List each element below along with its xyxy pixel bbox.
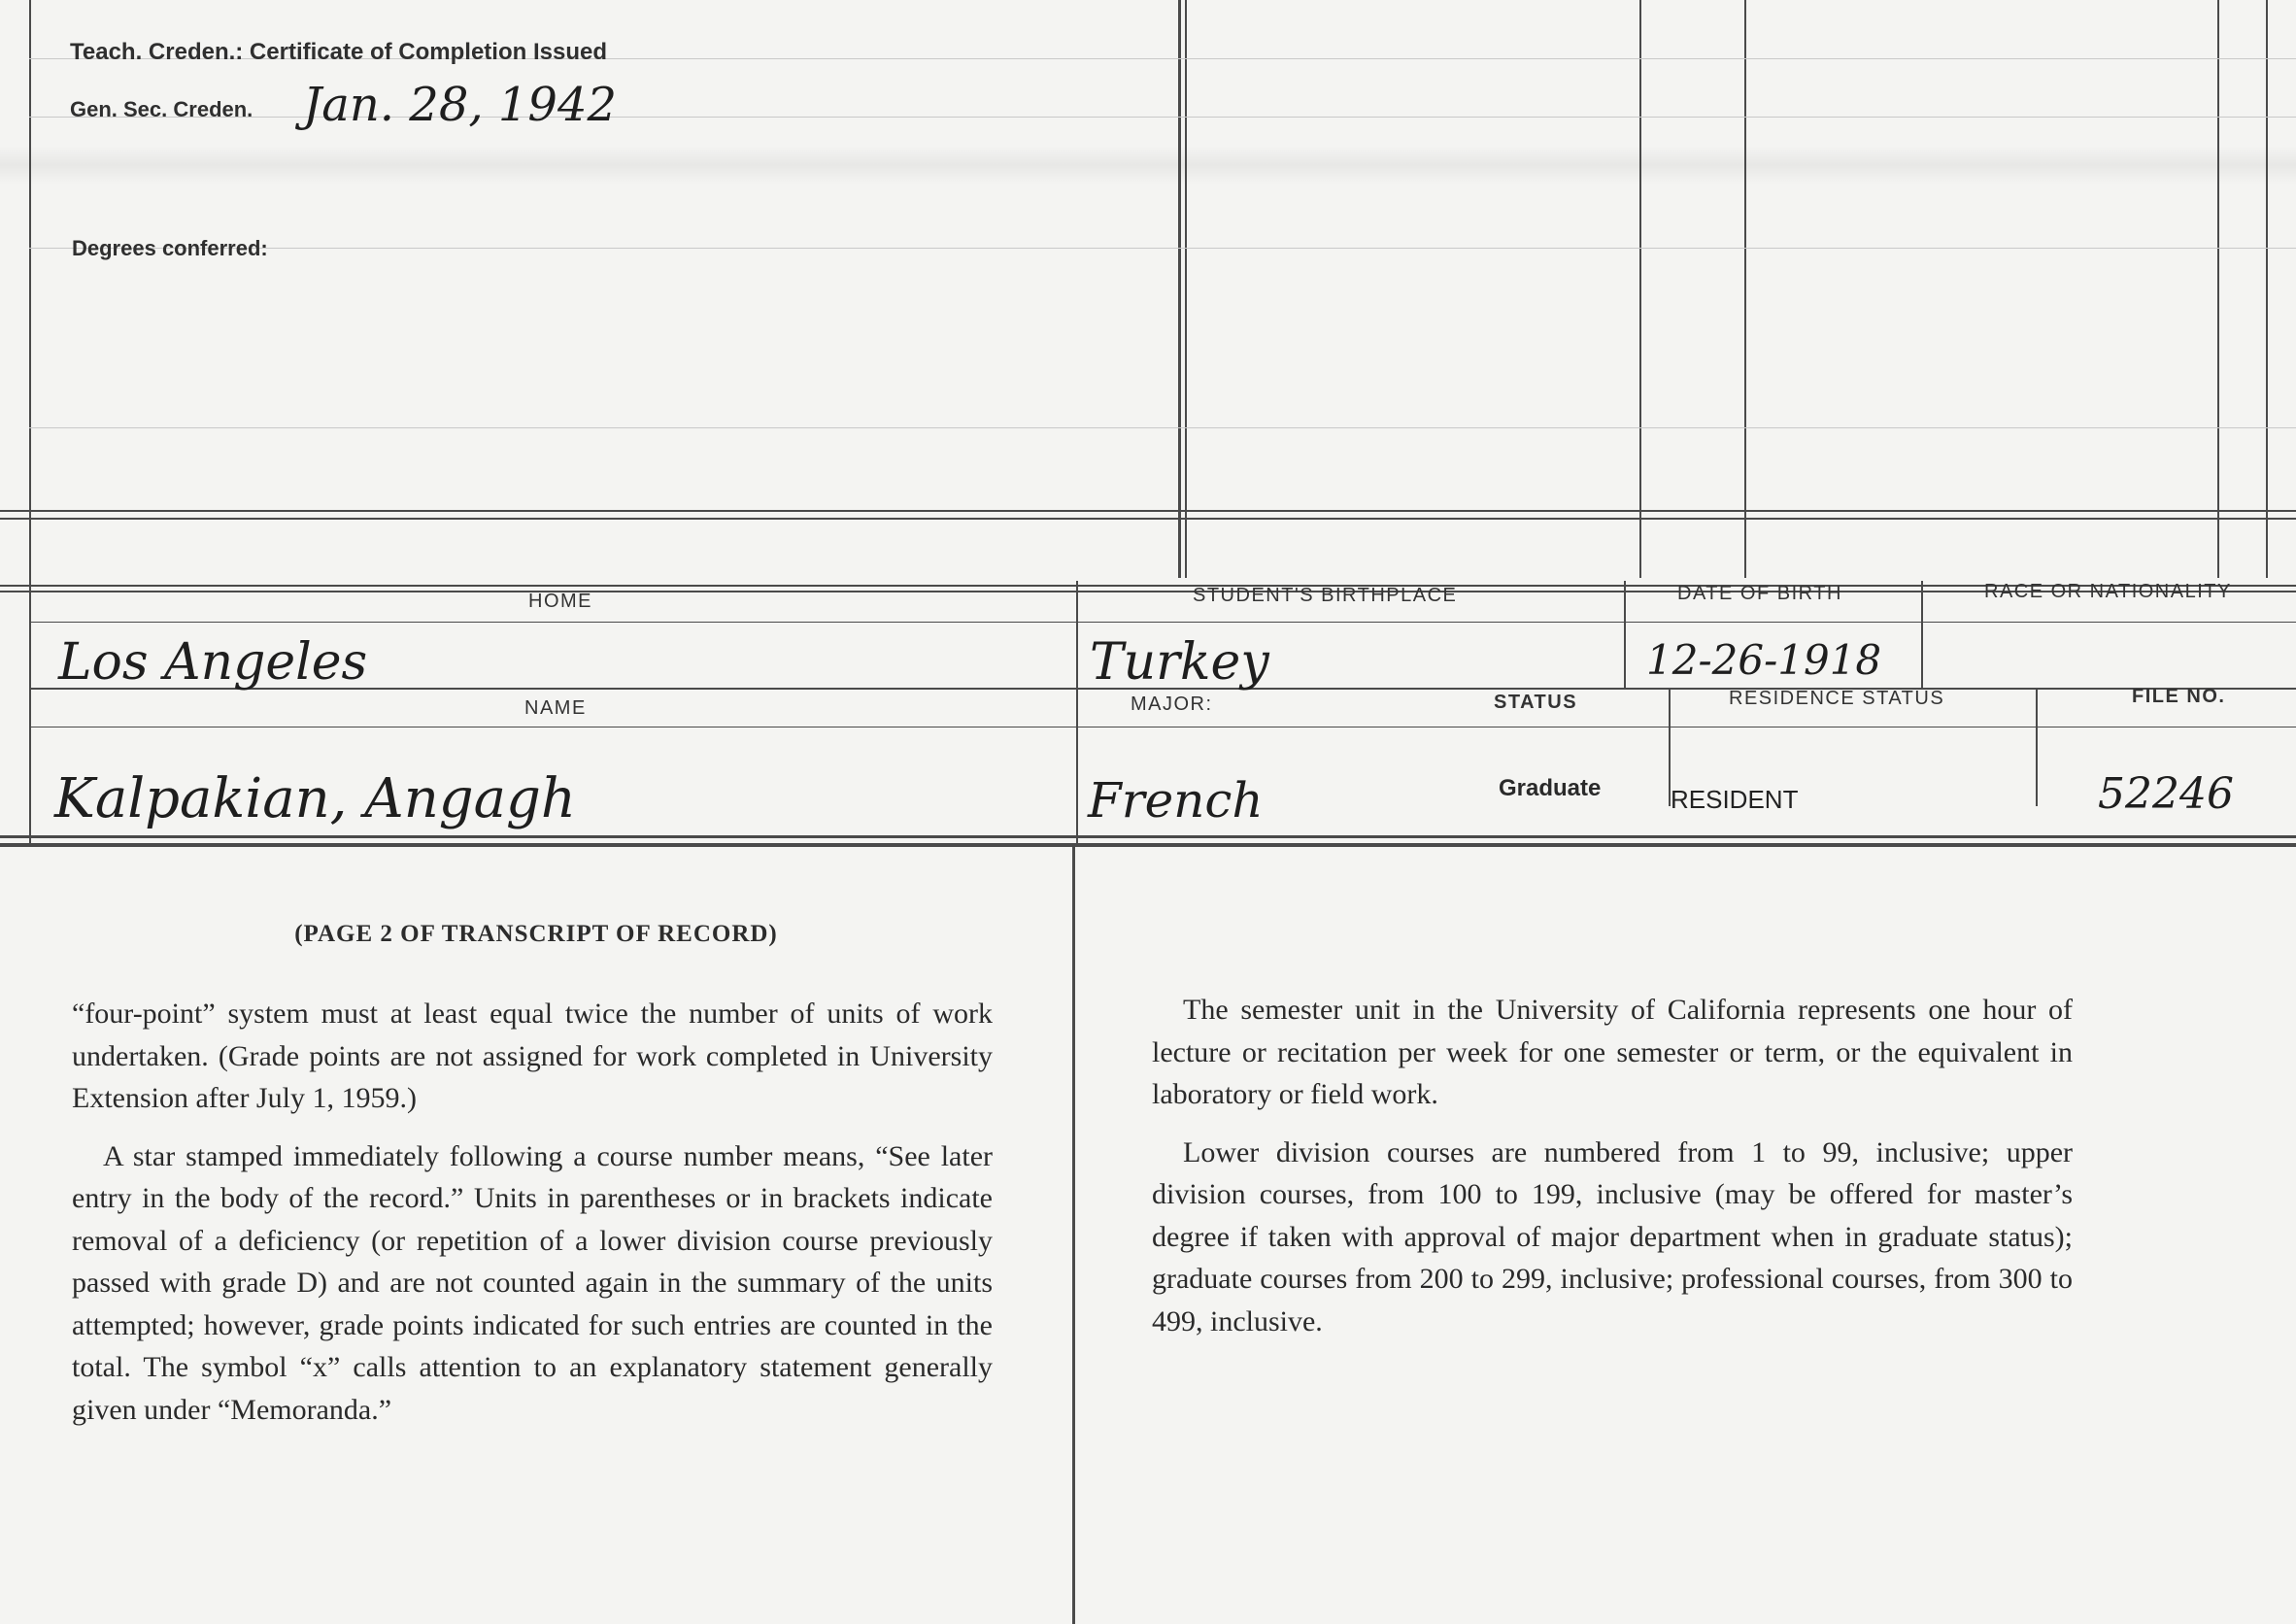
status-value: Graduate bbox=[1499, 775, 1602, 801]
teach-credential-label: Teach. Creden.: Certificate of Completion Issued bbox=[70, 39, 607, 65]
file-no-label: FILE NO. bbox=[2132, 686, 2226, 707]
residence-status-label: RESIDENCE STATUS bbox=[1729, 688, 1945, 709]
notes-paragraph: “four-point” system must at least equal twice the number of units of work undertaken. (Grade points are not assigned for work completed in University Extension after July 1, 1959.) bbox=[72, 998, 993, 1114]
birthplace-value: Turkey bbox=[1090, 633, 1269, 692]
residence-status-value: RESIDENT bbox=[1671, 785, 1799, 814]
column-divider bbox=[1072, 847, 1075, 1624]
dob-label: DATE OF BIRTH bbox=[1677, 583, 1842, 604]
major-label: MAJOR: bbox=[1131, 694, 1213, 715]
home-value: Los Angeles bbox=[58, 633, 368, 692]
left-notes-column bbox=[72, 993, 993, 1431]
right-notes-column bbox=[1152, 989, 2073, 1342]
name-value: Kalpakian, Angagh bbox=[54, 767, 576, 830]
home-label: HOME bbox=[528, 591, 592, 612]
major-value: French bbox=[1088, 772, 1264, 829]
gen-sec-credential-label: Gen. Sec. Creden. bbox=[70, 97, 253, 121]
file-no-value: 52246 bbox=[2098, 769, 2234, 819]
notes-paragraph: Lower division courses are numbered from 1 to 99, inclusive; upper division courses, from 100 to 199, inclusive (may be offered for master’s degree if taken with approval of major department when in graduate status); graduate courses from 200 to 299, inclusive; professional courses, from 300 to 499, inclusive. bbox=[1152, 1135, 2073, 1337]
notes-paragraph: The semester unit in the University of California represents one hour of lecture or recitation per week for one semester or term, or the equivalent in laboratory or field work. bbox=[1152, 994, 2073, 1110]
gen-sec-credential-date: Jan. 28, 1942 bbox=[303, 78, 618, 132]
race-nationality-label: RACE OR NATIONALITY bbox=[1984, 581, 2232, 602]
birthplace-label: STUDENT'S BIRTHPLACE bbox=[1193, 585, 1458, 606]
status-label: STATUS bbox=[1494, 692, 1578, 713]
notes-paragraph: A star stamped immediately following a course number means, “See later entry in the body of the record.” Units in parentheses or in brackets indicate removal of a deficiency (or repetition of a lower division course previously passed with grade D) and are not counted again in the summary of the units attempted; however, grade points indicated for such entries are counted in the total. The symbol “x” calls attention to an explanatory statement generally given under “Memoranda.” bbox=[72, 1139, 993, 1426]
degrees-conferred-label: Degrees conferred: bbox=[72, 236, 268, 260]
transcript-page-title: (PAGE 2 OF TRANSCRIPT OF RECORD) bbox=[294, 921, 778, 947]
dob-value: 12-26-1918 bbox=[1646, 636, 1882, 684]
paper-fold bbox=[0, 146, 2296, 185]
name-label: NAME bbox=[524, 697, 587, 719]
